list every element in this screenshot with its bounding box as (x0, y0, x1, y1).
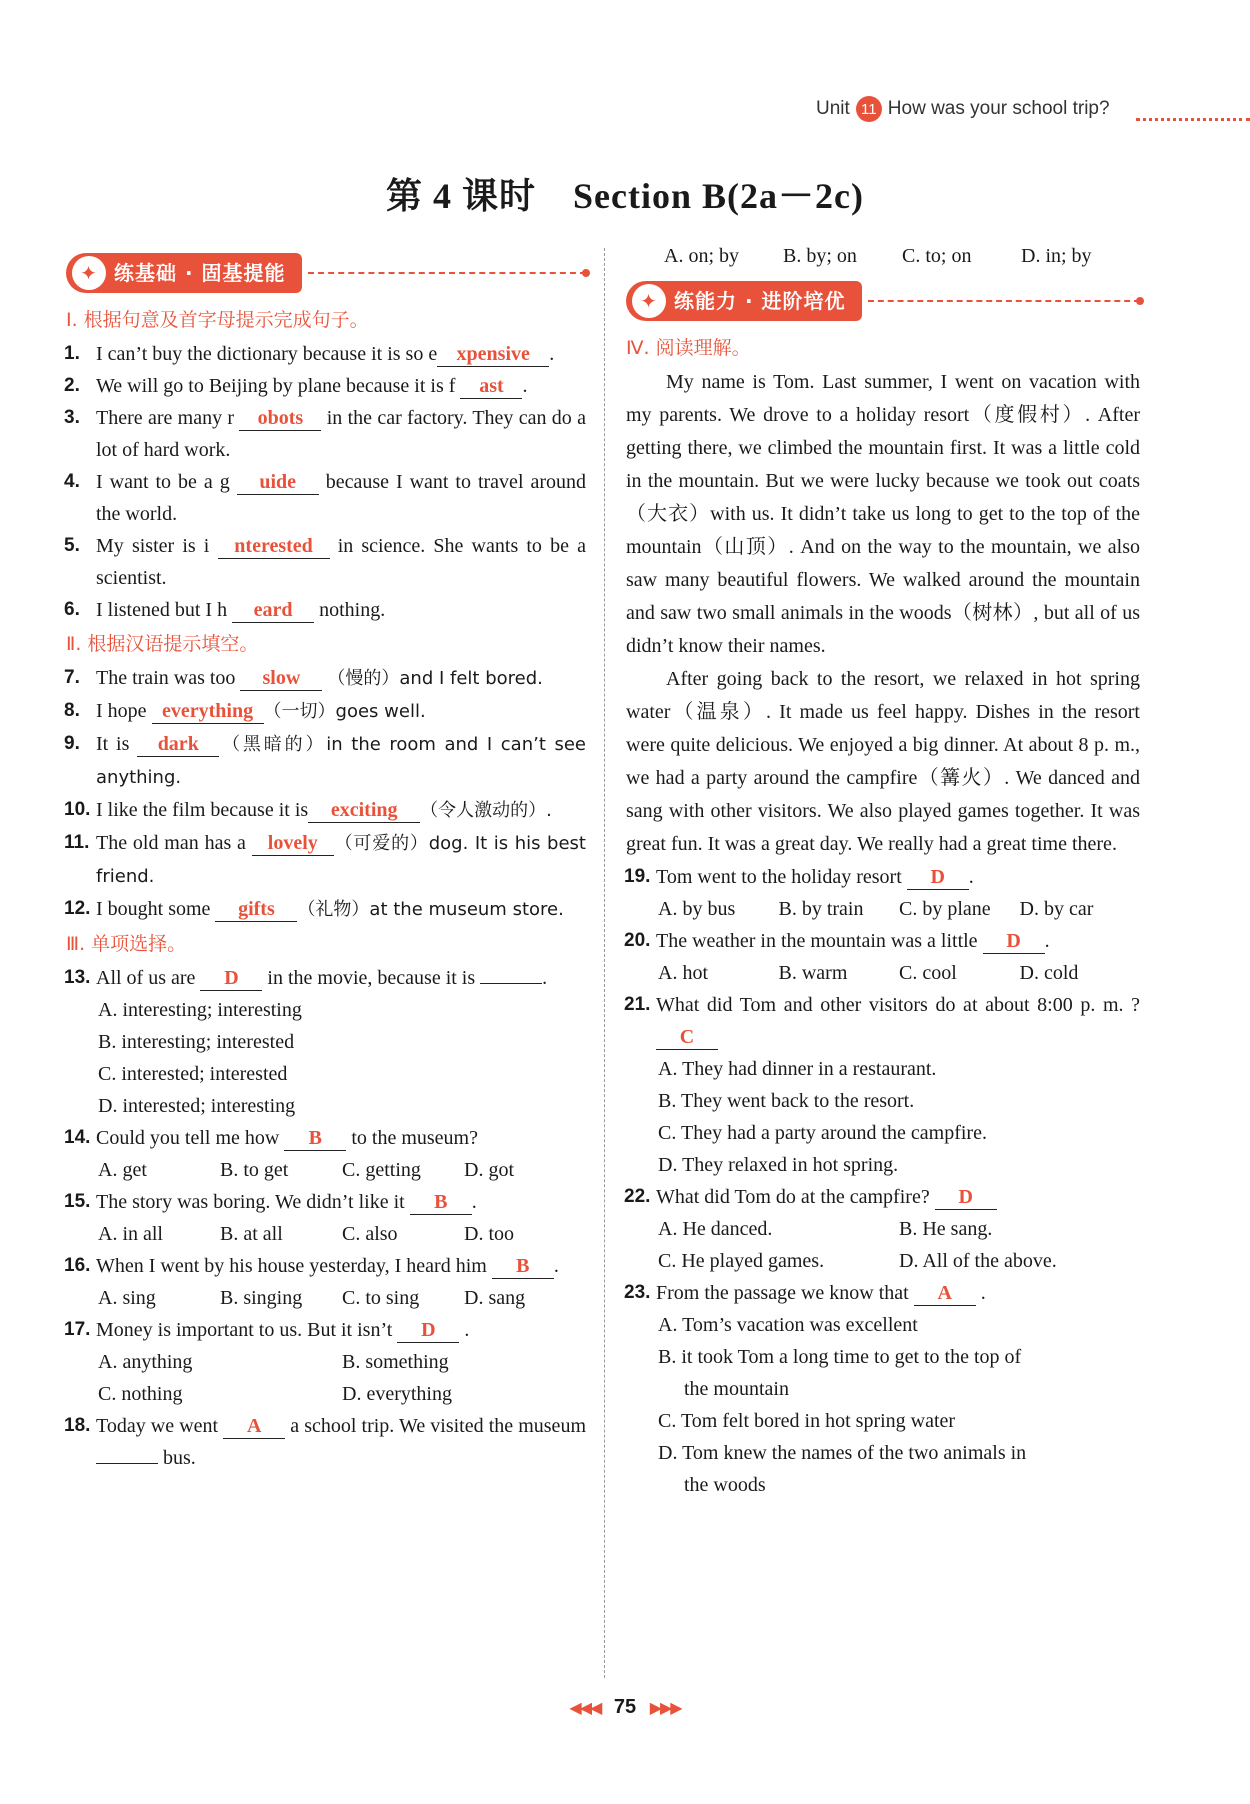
question-20: 20. The weather in the mountain was a little D . (624, 930, 1050, 952)
option: D. cold (1019, 962, 1079, 984)
question-2: 2. We will go to Beijing by plane because it is f ast . (64, 375, 528, 397)
option: A. on; by (664, 245, 739, 267)
left-column (66, 250, 586, 1474)
question-21: 21. What did Tom and other visitors do at about 8:00 p. m. ? C (624, 994, 1140, 1048)
option: C. to; on (902, 245, 972, 267)
empty-blank[interactable] (96, 1463, 158, 1464)
answer-blank[interactable]: exciting (308, 798, 420, 823)
question-3: 3. There are many r obots in the car factory. They can do a lot of hard work. (64, 407, 586, 461)
question-11: 11. The old man has a lovely （可爱的）dog. It is his best friend. (64, 832, 586, 887)
answer-blank[interactable]: gifts (215, 897, 297, 922)
option-continuation: the mountain (684, 1378, 789, 1400)
option: C. interested; interested (98, 1063, 288, 1085)
option: C. to sing (342, 1287, 420, 1309)
option: B. interesting; interested (98, 1031, 295, 1053)
answer-blank[interactable]: xpensive (437, 342, 549, 367)
answer-blank[interactable]: everything (152, 699, 264, 724)
answer-blank[interactable]: dark (137, 732, 219, 757)
option: C. cool (899, 962, 957, 984)
running-head-dots (1136, 118, 1250, 121)
part-heading-2: Ⅱ. 根据汉语提示填空。 (66, 633, 259, 655)
answer-blank[interactable]: C (656, 1025, 718, 1050)
question-4: 4. I want to be a g uide because I want to travel around the world. (64, 471, 587, 525)
question-9: 9. It is dark （黑暗的）in the room and I can’t see anything. (64, 733, 586, 788)
question-18: 18. Today we went A a school trip. We visited the museum bus. (64, 1415, 586, 1469)
option: D. interested; interesting (98, 1095, 296, 1117)
option: A. get (98, 1159, 147, 1181)
reading-passage (626, 366, 1140, 861)
question-19: 19. Tom went to the holiday resort D . (624, 866, 974, 888)
part-heading-4: Ⅳ. 阅读理解。 (626, 337, 751, 359)
question-15: 15. The story was boring. We didn’t like it B . (64, 1191, 477, 1213)
unit-number-badge: 11 (856, 96, 882, 122)
options-row (66, 1378, 586, 1410)
option: A. hot (658, 962, 708, 984)
advanced-practice-banner (626, 278, 1140, 324)
page-title: 第 4 课时 Section B(2a－2c) (386, 176, 864, 216)
answer-blank[interactable]: B (492, 1254, 554, 1279)
question-13: 13. All of us are D in the movie, because it is . (64, 967, 548, 989)
option: B. They went back to the resort. (658, 1090, 915, 1112)
options-row (626, 1213, 1140, 1245)
question-22: 22. What did Tom do at the campfire? D (626, 1181, 1140, 1213)
banner-label: 练基础 · 固基提能 (114, 261, 286, 285)
empty-blank[interactable] (480, 983, 542, 984)
option: C. They had a party around the campfire. (658, 1122, 987, 1144)
option: D. too (464, 1223, 514, 1245)
question-10: 10. I like the film because it is exciting （令人激动的）. (64, 799, 552, 821)
options-row (66, 1346, 586, 1378)
option: B. to get (220, 1159, 289, 1181)
answer-blank[interactable]: obots (239, 406, 321, 431)
prev-arrows-icon: ◀◀◀ (569, 1700, 601, 1717)
question-1: 1. I can’t buy the dictionary because it is so e xpensive . (64, 343, 555, 365)
option: D. All of the above. (899, 1250, 1057, 1272)
answer-blank[interactable]: D (983, 929, 1045, 954)
option: A. They had dinner in a restaurant. (658, 1058, 937, 1080)
options-row (66, 1154, 586, 1186)
question-6: 6. I listened but I h eard nothing. (64, 599, 386, 621)
question-7: 7. The train was too slow （慢的）and I felt bored. (64, 667, 543, 689)
option: A. in all (98, 1223, 163, 1245)
runner-icon: ✦ (72, 256, 106, 290)
option: A. anything (98, 1351, 193, 1373)
running-head (816, 96, 1110, 122)
option: A. interesting; interesting (98, 999, 302, 1021)
options-row (626, 957, 1140, 989)
option: B. something (342, 1351, 449, 1373)
banner-label: 练能力 · 进阶培优 (674, 289, 846, 313)
option: B. singing (220, 1287, 303, 1309)
option: D. sang (464, 1287, 526, 1309)
option: C. also (342, 1223, 398, 1245)
right-column (626, 240, 1140, 1501)
options-row (66, 1282, 586, 1314)
runner-icon: ✦ (632, 284, 666, 318)
answer-blank[interactable]: nterested (218, 534, 330, 559)
option: D. They relaxed in hot spring. (658, 1154, 899, 1176)
passage-paragraph-2: After going back to the resort, we relaxed in hot spring water（温泉）. It made us feel happy. Dishes in the resort were quite delicious. We enjoyed a big dinner. At about 8 p. m., we had a party around the campfire（篝火）. We danced and sang with other visitors. We also played games together. It was great fun. It was a great day. We really had a great time there. (626, 668, 1140, 855)
answer-blank[interactable]: D (935, 1185, 997, 1210)
answer-blank[interactable]: B (410, 1190, 472, 1215)
question-5: 5. My sister is i nterested in science. She wants to be a scientist. (64, 535, 586, 589)
option: D. Tom knew the names of the two animals in (658, 1442, 1027, 1464)
banner-dashed-line (308, 272, 586, 274)
option: A. by bus (658, 898, 736, 920)
answer-blank[interactable]: ast (460, 374, 522, 399)
answer-blank[interactable]: B (284, 1126, 346, 1151)
passage-paragraph-1: My name is Tom. Last summer, I went on vacation with my parents. We drove to a holiday resort（度假村）. After getting there, we climbed the mountain first. It was a little cold in the mountain. But we were lucky because we took out coats（大衣）with us. It didn’t take us long to get to the top of the mountain（山顶）. And on the way to the mountain, we also saw many beautiful flowers. We walked around the mountain and saw two small animals in the woods（树林）, but all of us didn’t know their names. (626, 371, 1140, 657)
option: C. He played games. (658, 1250, 825, 1272)
option: B. by; on (783, 245, 857, 267)
option: D. in; by (1021, 245, 1092, 267)
question-14: 14. Could you tell me how B to the museum? (64, 1127, 478, 1149)
basic-practice-banner (66, 250, 586, 296)
option: A. He danced. (658, 1218, 773, 1240)
option: A. sing (98, 1287, 156, 1309)
option: D. got (464, 1159, 514, 1181)
option: A. Tom’s vacation was excellent (658, 1314, 918, 1336)
answer-blank[interactable]: slow (240, 666, 322, 691)
question-23: 23. From the passage we know that A . (624, 1282, 986, 1304)
answer-blank[interactable]: lovely (252, 831, 334, 856)
option: C. by plane (899, 898, 991, 920)
part-heading-3: Ⅲ. 单项选择。 (66, 933, 187, 955)
answer-blank[interactable]: D (200, 966, 262, 991)
option: B. He sang. (899, 1218, 993, 1240)
option: B. it took Tom a long time to get to the top of (658, 1346, 1022, 1368)
option: B. at all (220, 1223, 283, 1245)
part-heading-1: Ⅰ. 根据句意及首字母提示完成句子。 (66, 309, 369, 331)
unit-title: How was your school trip? (887, 98, 1110, 119)
next-arrows-icon: ▶▶▶ (649, 1700, 681, 1717)
answer-blank[interactable]: eard (232, 598, 314, 623)
question-12: 12. I bought some gifts （礼物）at the museum store. (64, 898, 564, 920)
answer-blank[interactable]: uide (237, 470, 319, 495)
options-row (626, 240, 1140, 272)
options-row (626, 893, 1140, 925)
banner-dashed-line (868, 300, 1140, 302)
column-divider (604, 248, 605, 1678)
option: B. by train (778, 898, 864, 920)
options-row (66, 1218, 586, 1250)
option: D. by car (1019, 898, 1094, 920)
options-row (626, 1245, 1140, 1277)
page-number: 75 (613, 1696, 637, 1718)
page-footer (0, 1696, 1250, 1719)
option: C. nothing (98, 1383, 183, 1405)
answer-blank[interactable]: D (907, 865, 969, 890)
answer-blank[interactable]: A (223, 1414, 285, 1439)
unit-label: Unit (816, 98, 850, 119)
answer-blank[interactable]: D (397, 1318, 459, 1343)
question-8: 8. I hope everything （一切）goes well. (64, 700, 426, 722)
option: D. everything (342, 1383, 452, 1405)
option: C. Tom felt bored in hot spring water (658, 1410, 956, 1432)
option-continuation: the woods (684, 1474, 766, 1496)
question-17: 17. Money is important to us. But it isn’t D . (64, 1319, 470, 1341)
option: C. getting (342, 1159, 421, 1181)
answer-blank[interactable]: A (914, 1281, 976, 1306)
question-16: 16. When I went by his house yesterday, I heard him B . (64, 1255, 559, 1277)
option: B. warm (778, 962, 848, 984)
